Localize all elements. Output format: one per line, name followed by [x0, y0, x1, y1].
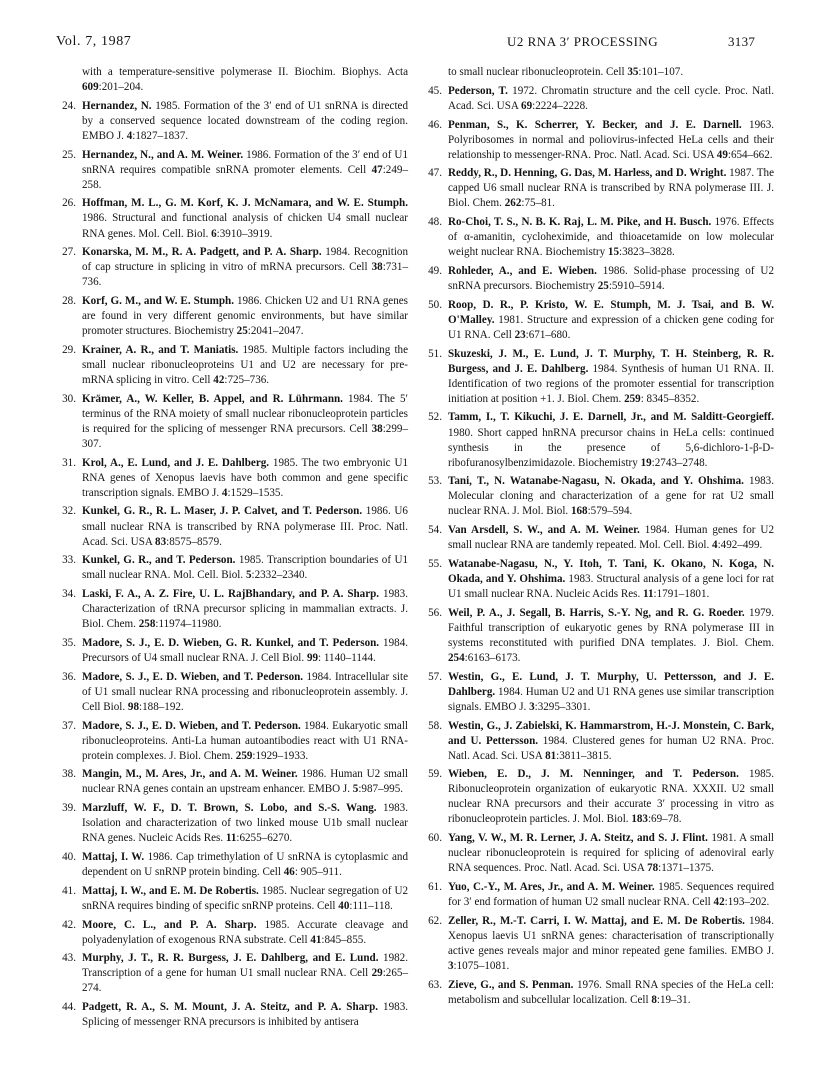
reference-text: 1985. Formation of the 3′ end of U1 snRNA is directed by a conserved sequence located downstream of the coding region. EMBO J. — [82, 99, 409, 142]
reference-text: 1986. Formation of the 3′ end of U1 snRNA requires compatible snRNA promoter elements. Cell — [82, 148, 408, 176]
reference-pages: :19–31. — [656, 993, 691, 1006]
reference-volume: 99 — [306, 651, 319, 664]
reference-text: 1984. Precursors of U4 small nuclear RNA. J. Cell Biol. — [82, 636, 409, 664]
reference-volume: 262 — [504, 197, 522, 210]
reference-entry — [56, 587, 408, 632]
reference-number: 54. — [428, 524, 442, 537]
reference-authors: Weil, P. A., J. Segall, B. Harris, S.-Y. Ng, and R. G. Roeder. — [448, 606, 745, 619]
reference-number: 29. — [62, 343, 76, 356]
reference-pages: :3910–3919. — [216, 227, 273, 240]
reference-volume: 259 — [235, 749, 253, 762]
reference-number: 59. — [428, 768, 442, 781]
reference-entry — [56, 392, 408, 452]
reference-entry — [56, 1000, 408, 1030]
reference-pages: :654–662. — [727, 148, 773, 161]
reference-authors: Mattaj, I. W. — [82, 850, 145, 863]
reference-volume: 3 — [448, 959, 454, 972]
reference-number: 31. — [62, 456, 76, 469]
reference-volume: 42 — [713, 896, 725, 909]
reference-pages: :193–202. — [724, 896, 770, 909]
reference-pages: :5910–5914. — [608, 280, 665, 293]
reference-text: 1986. Cap trimethylation of U snRNA is cytoplasmic and dependent on U snRNP protein binding. Cell — [82, 850, 408, 878]
reference-volume: 38 — [371, 422, 383, 435]
reference-number: 51. — [428, 347, 442, 360]
reference-volume: 19 — [640, 456, 652, 469]
reference-entry — [422, 298, 774, 343]
reference-volume: 15 — [607, 246, 619, 259]
reference-entry — [56, 294, 408, 339]
reference-authors: Hernandez, N. — [82, 99, 152, 112]
reference-authors: Skuzeski, J. M., E. Lund, J. T. Murphy, T. H. Steinberg, R. R. Burgess, and J. E. Dahlberg. — [448, 347, 774, 375]
reference-pages: :111–118. — [349, 899, 393, 912]
reference-pages: :1827–1837. — [132, 129, 189, 142]
reference-number: 49. — [428, 265, 442, 277]
reference-pages: :579–594. — [587, 505, 633, 518]
reference-number: 28. — [62, 295, 76, 308]
reference-number: 63. — [428, 978, 442, 991]
reference-volume: 46 — [283, 865, 295, 878]
reference-entry — [56, 245, 408, 290]
reference-authors: Van Arsdell, S. W., and A. M. Weiner. — [448, 524, 640, 537]
reference-authors: Westin, G., E. Lund, J. T. Murphy, U. Pettersson, and J. E. Dahlberg. — [448, 670, 774, 698]
reference-text: 1986. Human U2 small nuclear RNA genes contain an upstream enhancer. EMBO J. — [82, 768, 408, 796]
reference-entry — [422, 670, 774, 715]
reference-pages: :987–995. — [358, 783, 404, 796]
reference-number: 44. — [62, 1001, 76, 1014]
reference-volume: 609 — [82, 81, 99, 94]
reference-volume: 25 — [236, 325, 248, 338]
reference-number: 40. — [62, 850, 76, 863]
reference-volume: 23 — [514, 328, 526, 341]
reference-authors: Krämer, A., W. Keller, B. Appel, and R. Lührmann. — [82, 392, 343, 405]
reference-text: 1986. Solid-phase processing of U2 snRNA precursors. Biochemistry — [448, 265, 774, 293]
reference-pages: :69–78. — [647, 813, 682, 826]
reference-volume: 5 — [352, 783, 359, 796]
reference-number: 47. — [428, 167, 442, 180]
reference-volume: 98 — [127, 700, 140, 713]
reference-number: 48. — [428, 216, 442, 229]
reference-entry — [422, 264, 774, 294]
reference-text: 1984. Intracellular site of U1 small nuclear RNA processing and ribonucleoprotein assembly. J. Cell Biol. — [82, 670, 409, 713]
reference-entry — [422, 523, 774, 553]
reference-volume: 4 — [221, 486, 228, 499]
reference-authors: Wieben, E. D., J. M. Nenninger, and T. Pederson. — [448, 768, 739, 781]
reference-authors: Murphy, J. T., R. R. Burgess, J. E. Dahlberg, and E. Lund. — [82, 952, 379, 965]
reference-volume: 40 — [338, 899, 350, 912]
reference-volume: 5 — [245, 569, 252, 582]
reference-text: 1986. Chicken U2 and U1 RNA genes are found in very different genomic environments, but have similar promoter structures. Biochemistry — [82, 295, 408, 338]
reference-entry — [422, 880, 774, 910]
reference-pages: :731–736. — [82, 261, 408, 289]
reference-authors: Yang, V. W., M. R. Lerner, J. A. Steitz, and S. J. Flint. — [448, 832, 708, 845]
reference-pages: :249–258. — [82, 163, 408, 191]
page-number: 3137 — [728, 34, 756, 49]
reference-entry — [422, 410, 774, 470]
reference-volume: 69 — [521, 99, 533, 112]
reference-number: 57. — [428, 670, 442, 683]
reference-pages: : 8345–8352. — [640, 392, 700, 405]
reference-entry — [422, 914, 774, 974]
reference-volume: 81 — [545, 749, 557, 762]
reference-authors: Penman, S., K. Scherrer, Y. Becker, and J. E. Darnell. — [448, 118, 742, 131]
reference-authors: Reddy, R., D. Henning, G. Das, M. Harless, and D. Wright. — [448, 167, 727, 180]
reference-text: 1981. Structure and expression of a chicken gene coding for U1 RNA. Cell — [448, 313, 774, 341]
reference-number: 30. — [62, 392, 76, 405]
reference-text: 1983. Characterization of tRNA precursor splicing in mammalian extracts. J. Biol. Chem. — [82, 588, 408, 631]
reference-pages: :201–204. — [98, 81, 144, 94]
reference-text: 1980. Short capped hnRNA precursor chains in HeLa cells: continued synthesis in the presence of 5,6-dichloro-1-β-D-ribofuranosylbenzimidazole. Biochemistry — [448, 426, 774, 469]
reference-entry — [422, 767, 774, 827]
reference-number: 42. — [62, 918, 76, 931]
reference-number: 39. — [62, 802, 76, 815]
reference-pages: :188–192. — [139, 700, 184, 713]
reference-entry — [56, 670, 408, 715]
reference-pages: :6255–6270. — [236, 832, 293, 845]
reference-entry — [422, 606, 774, 666]
reference-entry — [422, 719, 774, 764]
reference-text: 1983. Splicing of messenger RNA precursors is inhibited by antisera — [82, 1001, 409, 1029]
reference-pages: :265–274. — [82, 967, 408, 995]
reference-volume: 41 — [310, 933, 322, 946]
reference-pages: :3823–3828. — [619, 246, 675, 259]
reference-volume: 4 — [126, 129, 133, 142]
reference-number: 56. — [428, 606, 442, 619]
reference-pages: :1929–1933. — [252, 749, 309, 762]
reference-number: 36. — [62, 670, 76, 683]
reference-authors: Marzluff, W. F., D. T. Brown, S. Lobo, and S.-S. Wang. — [82, 802, 377, 815]
reference-authors: Roop, D. R., P. Kristo, W. E. Stumph, M. J. Tsai, and B. W. O'Malley. — [448, 298, 774, 326]
reference-authors: Tamm, I., T. Kikuchi, J. E. Darnell, Jr., and M. Salditt-Georgieff. — [448, 411, 774, 424]
reference-authors: Kunkel, G. R., and T. Pederson. — [82, 554, 236, 567]
reference-entry — [56, 99, 408, 144]
reference-volume: 25 — [597, 280, 609, 293]
reference-entry — [422, 65, 774, 80]
reference-authors: Madore, S. J., E. D. Wieben, and T. Pederson. — [82, 719, 301, 732]
page-header — [0, 0, 816, 60]
reference-number: 46. — [428, 118, 442, 131]
reference-pages: :2224–2228. — [532, 99, 588, 112]
reference-entry — [422, 215, 774, 260]
reference-entry — [56, 148, 408, 193]
reference-number: 37. — [62, 719, 76, 732]
reference-pages: :671–680. — [525, 328, 571, 341]
reference-number: 58. — [428, 719, 442, 732]
reference-pages: : 905–911. — [294, 865, 342, 878]
reference-pages: :11974–11980. — [155, 618, 222, 631]
reference-volume: 259 — [624, 392, 641, 405]
reference-number: 25. — [62, 148, 76, 161]
reference-entry — [422, 84, 774, 114]
reference-pages: :725–736. — [224, 374, 270, 387]
reference-number: 35. — [62, 636, 76, 649]
reference-number: 41. — [62, 884, 76, 897]
reference-authors: Hernandez, N., and A. M. Weiner. — [82, 148, 244, 161]
reference-pages: :6163–6173. — [464, 651, 521, 664]
reference-text: 1985. Sequences required for 3′ end formation of human U2 small nuclear RNA. Cell — [448, 881, 774, 909]
reference-entry — [56, 456, 408, 501]
reference-authors: Zieve, G., and S. Penman. — [448, 978, 574, 991]
reference-text: 1985. Ribonucleoprotein organization of eukaryotic RNA. XXXII. U2 small nuclear RNA precursors and their accurate 3′ processing in vitro as ribonucleoprotein particles. J. Mol. Biol. — [448, 768, 774, 826]
reference-text: 1972. Chromatin structure and the cell cycle. Proc. Natl. Acad. Sci. USA — [448, 84, 774, 112]
reference-text: 1983. Molecular cloning and characterization of a gene for rat U2 small nuclear RNA. J. Mol. Biol. — [448, 475, 775, 518]
reference-text: 1979. Faithful transcription of eukaryotic genes by RNA polymerase III in systems reconstituted with purified DNA templates. J. Biol. Chem. — [448, 606, 774, 649]
reference-number: 53. — [428, 475, 442, 488]
reference-text: 1981. A small nuclear ribonucleoprotein is required for splicing of adenoviral early RNA sequences. Proc. Natl. Acad. Sci. USA — [448, 832, 774, 875]
reference-entry — [56, 801, 408, 846]
reference-entry — [56, 884, 408, 914]
reference-authors: Watanabe-Nagasu, N., Y. Itoh, T. Tani, K. Okano, N. Koga, N. Okada, and Y. Ohshima. — [448, 557, 774, 586]
reference-authors: Mattaj, I. W., and E. M. De Robertis. — [82, 884, 259, 897]
reference-text: 1986. U6 small nuclear RNA is transcribed by RNA polymerase III. Proc. Natl. Acad. Sci. USA — [82, 505, 408, 548]
reference-text: 1984. Xenopus laevis U1 snRNA genes: characterisation of transcriptionally active genes reveals major and minor repeated gene families. EMBO J. — [448, 914, 774, 957]
reference-volume: 38 — [371, 261, 383, 274]
reference-text: with a temperature-sensitive polymerase II. Biochim. Biophys. Acta — [82, 66, 408, 78]
reference-number: 34. — [62, 588, 76, 601]
reference-number: 55. — [428, 557, 442, 570]
reference-number: 38. — [62, 768, 76, 781]
reference-pages: :3295–3301. — [534, 700, 591, 713]
reference-text: 1984. Human U2 and U1 RNA genes use similar transcription signals. EMBO J. — [448, 685, 774, 713]
reference-text: 1983. Structural analysis of a gene loci for rat U1 small nuclear RNA. Nucleic Acids Res. — [448, 573, 774, 601]
reference-authors: Laski, F. A., A. Z. Fire, U. L. RajBhandary, and P. A. Sharp. — [82, 588, 380, 601]
reference-entry — [56, 636, 408, 666]
reference-volume: 49 — [716, 148, 728, 161]
reference-text: 1985. Transcription boundaries of U1 small nuclear RNA. Mol. Cell. Biol. — [82, 554, 409, 582]
reference-volume: 4 — [712, 539, 718, 552]
reference-number: 61. — [428, 881, 442, 894]
reference-authors: Hoffman, M. L., G. M. Korf, K. J. McNamara, and W. E. Stumph. — [82, 197, 408, 210]
reference-text: 1984. Eukaryotic small ribonucleoproteins. Anti-La human autoantibodies react with U1 RNA-protein complexes. J. Biol. Chem. — [82, 719, 408, 762]
reference-pages: :1791–1801. — [653, 588, 710, 601]
reference-entry — [422, 474, 774, 519]
reference-entry — [422, 118, 774, 163]
reference-pages: :75–81. — [521, 197, 555, 210]
reference-authors: Ro-Choi, T. S., N. B. K. Raj, L. M. Pike, and H. Busch. — [448, 216, 712, 229]
reference-pages: : 1140–1144. — [318, 651, 376, 664]
reference-entry — [56, 343, 408, 388]
reference-text: 1985. The two embryonic U1 RNA genes of Xenopus laevis have both common and gene specific transcription signals. EMBO J. — [82, 456, 409, 499]
reference-entry — [422, 831, 774, 876]
reference-pages: :845–855. — [321, 933, 367, 946]
reference-text: 1983. Isolation and characterization of two linked mouse U1b small nuclear RNA genes. Nucleic Acids Res. — [82, 802, 408, 845]
reference-number: 32. — [62, 505, 76, 518]
reference-number: 43. — [62, 952, 76, 965]
reference-number: 50. — [428, 298, 442, 311]
reference-entry — [422, 347, 774, 407]
reference-volume: 35 — [627, 66, 639, 78]
reference-entry — [422, 978, 774, 1008]
reference-text: 1985. Accurate cleavage and polyadenylation of exogenous RNA substrate. Cell — [82, 918, 409, 946]
reference-volume: 83 — [155, 535, 167, 548]
reference-text: 1976. Small RNA species of the HeLa cell: metabolism and subcellular localization. Cell — [448, 978, 774, 1006]
reference-entry — [56, 65, 408, 95]
reference-volume: 254 — [448, 651, 465, 664]
reference-authors: Krainer, A. R., and T. Maniatis. — [82, 343, 239, 356]
reference-number: 26. — [62, 197, 76, 210]
reference-authors: Madore, S. J., E. D. Wieben, and T. Pederson. — [82, 670, 304, 683]
reference-number: 27. — [62, 246, 76, 259]
reference-text: 1982. Transcription of a gene for human U1 small nuclear RNA. Cell — [82, 952, 409, 980]
reference-authors: Kunkel, G. R., R. L. Maser, J. P. Calvet, and T. Pederson. — [82, 505, 363, 518]
reference-pages: :299–307. — [82, 422, 408, 450]
references-left-column — [56, 65, 408, 1034]
reference-entry — [56, 719, 408, 764]
reference-volume: 11 — [225, 832, 237, 845]
reference-pages: :3811–3815. — [556, 749, 612, 762]
reference-pages: :1371–1375. — [658, 862, 714, 875]
reference-entry — [56, 553, 408, 583]
reference-volume: 6 — [211, 227, 217, 240]
reference-volume: 47 — [371, 163, 383, 176]
reference-authors: Yuo, C.-Y., M. Ares, Jr., and A. M. Weiner. — [448, 881, 655, 894]
reference-entry — [56, 767, 408, 797]
reference-volume: 258 — [138, 618, 156, 631]
journal-volume: Vol. 7, 1987 — [56, 34, 132, 49]
reference-volume: 168 — [570, 505, 588, 518]
reference-volume: 78 — [647, 862, 659, 875]
references-right-column — [422, 65, 774, 1011]
reference-volume: 8 — [651, 993, 657, 1006]
reference-text: 1976. Effects of α-amanitin, cycloheximide, and thioacetamide on low molecular weight nuclear RNA. Biochemistry — [448, 216, 774, 259]
reference-entry — [56, 951, 408, 996]
reference-authors: Mangin, M., M. Ares, Jr., and A. M. Weiner. — [82, 768, 298, 781]
reference-volume: 42 — [213, 374, 225, 387]
reference-pages: :2743–2748. — [651, 456, 708, 469]
reference-number: 52. — [428, 411, 442, 424]
reference-pages: :1075–1081. — [453, 959, 510, 972]
reference-authors: Tani, T., N. Watanabe-Nagasu, N. Okada, and Y. Ohshima. — [448, 475, 744, 488]
reference-number: 60. — [428, 832, 442, 845]
reference-text: 1984. Synthesis of human U1 RNA. II. Identification of two regions of the promoter essential for transcription initiation at position +1. J. Biol. Chem. — [448, 362, 774, 405]
reference-authors: Krol, A., E. Lund, and J. E. Dahlberg. — [82, 456, 270, 469]
reference-volume: 183 — [631, 813, 648, 826]
reference-number: 24. — [62, 99, 76, 112]
reference-authors: Zeller, R., M.-T. Carri, I. W. Mattaj, and E. M. De Robertis. — [448, 914, 745, 927]
reference-entry — [422, 166, 774, 211]
reference-authors: Westin, G., J. Zabielski, K. Hammarstrom, H.-J. Monstein, C. Bark, and U. Pettersson. — [448, 719, 774, 747]
reference-number: 45. — [428, 84, 442, 97]
reference-number: 33. — [62, 554, 76, 567]
reference-pages: :492–499. — [717, 539, 763, 552]
reference-entry — [56, 504, 408, 549]
reference-pages: :101–107. — [638, 66, 684, 78]
reference-pages: :2041–2047. — [247, 325, 304, 338]
reference-pages: :2332–2340. — [251, 569, 308, 582]
reference-text: 1984. Clustered genes for human U2 RNA. Proc. Natl. Acad. Sci. USA — [448, 734, 775, 762]
reference-pages: :8575–8579. — [166, 535, 222, 548]
reference-text: to small nuclear ribonucleoprotein. Cell — [448, 66, 628, 78]
reference-volume: 3 — [529, 700, 535, 713]
reference-entry — [56, 196, 408, 241]
reference-authors: Pederson, T. — [448, 84, 508, 97]
reference-text: 1963. Polyribosomes in normal and poliovirus-infected HeLa cells and their relationship to messenger-RNA. Proc. Natl. Acad. Sci. USA — [448, 118, 775, 161]
reference-authors: Moore, C. L., and P. A. Sharp. — [82, 918, 257, 931]
reference-number: 62. — [428, 914, 442, 927]
reference-entry — [56, 918, 408, 948]
reference-authors: Rohleder, A., and E. Wieben. — [448, 265, 597, 277]
reference-authors: Madore, S. J., E. D. Wieben, G. R. Kunkel, and T. Pederson. — [82, 636, 380, 649]
reference-authors: Korf, G. M., and W. E. Stumph. — [82, 295, 234, 308]
reference-authors: Konarska, M. M., R. A. Padgett, and P. A. Sharp. — [82, 246, 322, 259]
reference-entry — [56, 850, 408, 880]
reference-volume: 11 — [643, 588, 654, 601]
reference-text: 1984. The 5′ terminus of the RNA moiety of small nuclear ribonucleoprotein particles is required for the splicing of messenger RNA precursors. Cell — [82, 392, 408, 435]
reference-text: 1986. Structural and functional analysis of chicken U4 small nuclear RNA genes. Mol. Cell. Biol. — [82, 212, 408, 240]
reference-pages: :1529–1535. — [227, 486, 284, 499]
reference-authors: Padgett, R. A., S. M. Mount, J. A. Steitz, and P. A. Sharp. — [82, 1001, 379, 1014]
reference-volume: 29 — [371, 967, 383, 980]
reference-text: 1985. Multiple factors including the small nuclear ribonucleoproteins U1 and U2 are necessary for pre-mRNA splicing in vitro. Cell — [82, 343, 408, 387]
running-title: U2 RNA 3′ PROCESSING — [507, 34, 659, 49]
reference-text: 1984. Recognition of cap structure in splicing in vitro of mRNA precursors. Cell — [82, 246, 408, 274]
reference-entry — [422, 557, 774, 602]
reference-text: 1987. The capped U6 small nuclear RNA is transcribed by RNA polymerase III. J. Biol. Chem. — [448, 167, 775, 210]
reference-text: 1984. Human genes for U2 small nuclear RNA are tandemly repeated. Mol. Cell. Biol. — [448, 524, 774, 552]
reference-text: 1985. Nuclear segregation of U2 snRNA requires binding of specific snRNP proteins. Cell — [82, 884, 409, 912]
